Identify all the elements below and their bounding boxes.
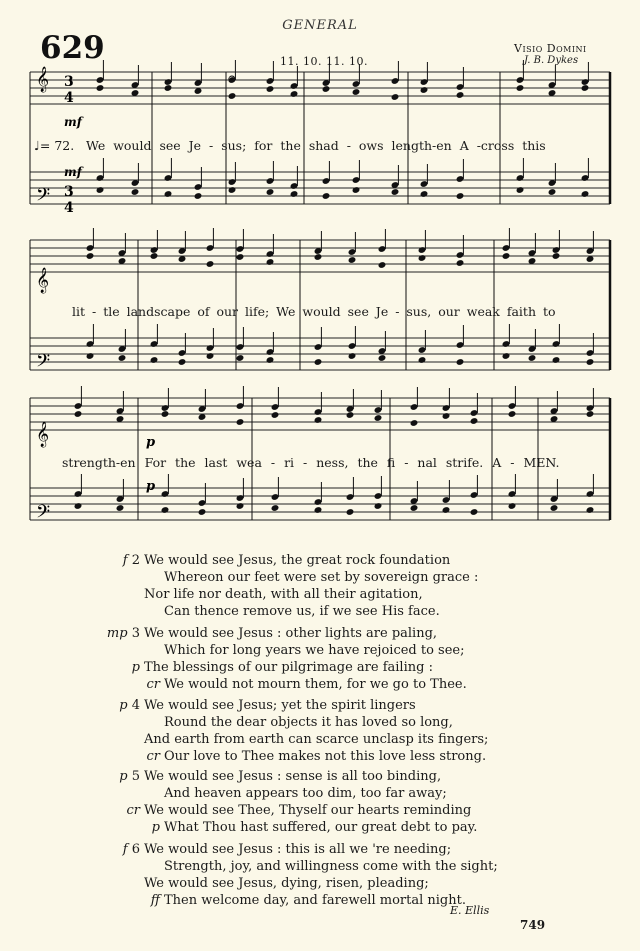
time-sig-top: 3 [64, 184, 74, 200]
note-head [420, 86, 429, 94]
note-head [161, 506, 170, 514]
stanza-line [164, 604, 440, 619]
bass-clef-icon: 𝄢 [36, 351, 51, 376]
note-head [131, 188, 140, 196]
stanza-text: Strength, joy, and willingness come with the sight; [164, 859, 498, 874]
stanza-line [119, 698, 416, 713]
note-head [228, 186, 237, 194]
note-head [374, 414, 383, 422]
stanza-line [131, 660, 433, 675]
note-head [271, 411, 280, 419]
stanza-line [164, 715, 453, 730]
stanza-line [126, 803, 472, 818]
note-head [206, 260, 215, 268]
note-head [410, 504, 419, 512]
stanza-line [164, 786, 447, 801]
stanza-text: The blessings of our pilgrimage are failing : [144, 660, 433, 675]
note-head [74, 410, 83, 418]
lyric-line: lit - tle landscape of our life; We would see Je - sus, our weak faith to [72, 304, 556, 319]
stanza-line [144, 587, 423, 602]
stanza-text: We would see Jesus, dying, risen, pleading; [144, 876, 429, 891]
dynamic-mark: p [146, 479, 156, 494]
tempo-mark: ♩= 72. [34, 138, 75, 153]
stanza-line [122, 553, 451, 568]
note-head [194, 192, 203, 200]
stanza-text: We would see Jesus; yet the spirit lingers [144, 698, 416, 713]
line-dynamic: ff [150, 893, 160, 908]
note-head [456, 259, 465, 267]
stanza-line [144, 732, 488, 747]
note-head [581, 190, 590, 198]
note-head [550, 504, 559, 512]
note-head [456, 91, 465, 99]
note-head [314, 253, 323, 261]
note-head [314, 416, 323, 424]
note-head [314, 358, 323, 366]
note-head [271, 504, 280, 512]
note-head [502, 352, 511, 360]
stanza-line [164, 643, 465, 658]
note-head [266, 356, 275, 364]
note-head [290, 190, 299, 198]
note-head [266, 258, 275, 266]
note-head [552, 252, 561, 260]
composer: J. B. Dykes [524, 55, 579, 66]
stanza-line [119, 769, 442, 784]
note-head [164, 84, 173, 92]
note-head [470, 508, 479, 516]
line-dynamic: cr [146, 749, 160, 764]
note-head [150, 252, 159, 260]
time-sig-top: 3 [64, 74, 74, 90]
stanza-dynamic: f [122, 553, 128, 568]
stanza-number: 2 [131, 553, 140, 568]
note-head [236, 502, 245, 510]
note-head [290, 90, 299, 98]
stanza-text: And heaven appears too dim, too far away; [164, 786, 447, 801]
note-head [116, 504, 125, 512]
note-head [508, 410, 517, 418]
note-head [456, 192, 465, 200]
hymn-number: 629 [40, 30, 105, 66]
stanza-number: 5 [131, 769, 140, 784]
stanza-text: Which for long years we have rejoiced to see; [164, 643, 465, 658]
line-dynamic: p [151, 820, 160, 835]
stanza-line [150, 893, 466, 908]
stanza-text: We would see Thee, Thyself our hearts reminding [144, 803, 472, 818]
note-head [581, 84, 590, 92]
stanza-line [144, 876, 429, 891]
treble-clef-icon: 𝄞 [36, 268, 50, 293]
dynamic-mark: mf [64, 115, 82, 129]
stanza-text: Nor life nor death, with all their agitation, [144, 587, 423, 602]
time-sig-bottom: 4 [64, 90, 74, 106]
note-head [586, 506, 595, 514]
section-title: GENERAL [282, 18, 358, 33]
note-head [266, 85, 275, 93]
dynamic-mark: p [146, 435, 156, 450]
dynamic-mark: mf [64, 165, 82, 179]
stanza-dynamic: p [119, 698, 128, 713]
note-head [516, 84, 525, 92]
note-head [322, 192, 331, 200]
stanza-text: Our love to Thee makes not this love less strong. [164, 749, 487, 764]
note-head [586, 358, 595, 366]
fermata-icon: 𝄐 [228, 70, 236, 86]
note-head [442, 412, 451, 420]
note-head [314, 506, 323, 514]
stanza-text: We would not mourn them, for we go to Thee. [164, 677, 467, 692]
treble-clef-icon: 𝄞 [36, 422, 50, 447]
note-head [456, 358, 465, 366]
note-head [586, 410, 595, 418]
note-head [206, 352, 215, 360]
stanza-number: 3 [131, 626, 140, 641]
lyric-line: We would see Je - sus; for the shad - ows length-en A -cross this [86, 138, 546, 153]
note-head [228, 92, 237, 100]
note-head [378, 261, 387, 269]
note-head [178, 358, 187, 366]
note-head [74, 502, 83, 510]
stanza-line [122, 842, 452, 857]
note-head [118, 354, 127, 362]
note-head [236, 354, 245, 362]
stanza-text: We would see Jesus : other lights are paling, [144, 626, 438, 641]
stanza-number: 4 [131, 698, 140, 713]
treble-clef-icon: 𝄞 [36, 67, 50, 92]
note-head [374, 502, 383, 510]
stanza-dynamic: p [119, 769, 128, 784]
bass-clef-icon: 𝄢 [36, 502, 51, 527]
stanza-line [164, 859, 498, 874]
note-head [378, 354, 387, 362]
note-head [410, 419, 419, 427]
note-head [346, 508, 355, 516]
note-head [96, 84, 105, 92]
stanza-text: What Thou hast suffered, our great debt to pay. [164, 820, 478, 835]
line-dynamic: cr [126, 803, 140, 818]
stanza-text: We would see Jesus : this is all we 're needing; [144, 842, 452, 857]
stanza-text: Can thence remove us, if we see His face. [164, 604, 440, 619]
note-head [348, 256, 357, 264]
note-head [348, 352, 357, 360]
note-head [391, 93, 400, 101]
note-head [418, 356, 427, 364]
note-head [420, 190, 429, 198]
stanza-number: 6 [131, 842, 140, 857]
line-dynamic: cr [146, 677, 160, 692]
stanza-line [151, 820, 478, 835]
time-sig-bottom: 4 [64, 200, 74, 216]
stanza-dynamic: f [122, 842, 128, 857]
note-head [150, 356, 159, 364]
stanza-line [164, 570, 478, 585]
note-head [516, 186, 525, 194]
page-number: 749 [520, 918, 546, 932]
note-head [322, 85, 331, 93]
stanza-text: Round the dear objects it has loved so long, [164, 715, 453, 730]
lyric-line: strength-en For the last wea - ri - ness, the fi - nal strife. A - MEN. [62, 455, 560, 470]
note-head [528, 354, 537, 362]
stanza-text: We would see Jesus, the great rock foundation [144, 553, 451, 568]
note-head [502, 252, 511, 260]
note-head [236, 418, 245, 426]
bass-clef-icon: 𝄢 [36, 185, 51, 210]
note-head [346, 411, 355, 419]
note-head [266, 188, 275, 196]
note-head [552, 356, 561, 364]
note-head [352, 186, 361, 194]
note-head [352, 88, 361, 96]
stanza-line [106, 626, 438, 641]
note-head [86, 252, 95, 260]
line-dynamic: p [131, 660, 140, 675]
note-head [418, 254, 427, 262]
note-head [161, 410, 170, 418]
stanza-text: We would see Jesus : sense is all too binding, [144, 769, 442, 784]
note-head [442, 506, 451, 514]
stanza-text: Then welcome day, and farewell mortal night. [164, 893, 466, 908]
stanza-text: And earth from earth can scarce unclasp its fingers; [144, 732, 489, 747]
note-head [96, 186, 105, 194]
note-head [236, 253, 245, 261]
author: E. Ellis [450, 904, 490, 917]
note-head [86, 352, 95, 360]
stanza-text: Whereon our feet were set by sovereign grace : [164, 570, 479, 585]
note-head [548, 188, 557, 196]
tune-name: Visio Domini [514, 42, 587, 55]
stanza-line [146, 677, 467, 692]
note-head [391, 188, 400, 196]
stanza-line [146, 749, 487, 764]
stanza-dynamic: mp [106, 626, 128, 641]
meter: 11. 10. 11. 10. [280, 55, 368, 68]
note-head [470, 417, 479, 425]
note-head [508, 502, 517, 510]
note-head [198, 508, 207, 516]
note-head [164, 190, 173, 198]
